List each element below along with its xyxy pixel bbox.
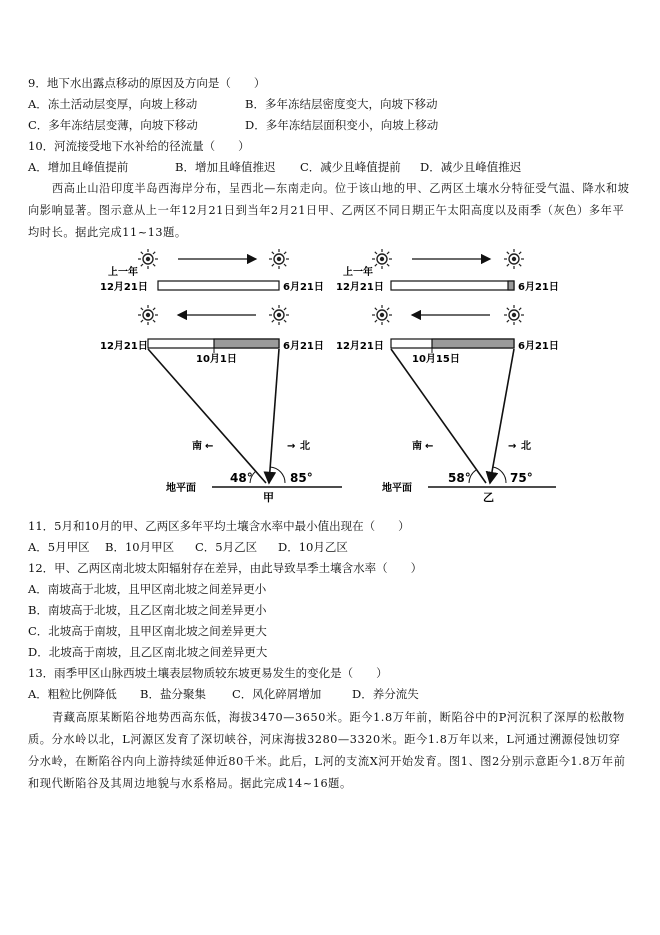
sun-ray-south — [148, 349, 266, 483]
q11-stem: 11．5月和10月的甲、乙两区多年平均土壤含水率中最小值出现在（ ） — [28, 519, 410, 533]
panel-right — [336, 249, 559, 504]
label-dec21-bottom: 12月21日 — [336, 341, 384, 352]
label-jun21-top: 6月21日 — [283, 282, 324, 293]
sun-icon — [138, 249, 158, 269]
q9-option-b[interactable]: B．多年冻结层密度变大，向坡下移动 — [245, 97, 438, 111]
sun-icon — [372, 249, 392, 269]
sun-icon — [504, 305, 524, 325]
angle-north: 85° — [290, 471, 313, 485]
q13-option-c[interactable]: C．风化碎屑增加 — [232, 687, 322, 701]
label-south: 南 — [412, 441, 422, 452]
label-site: 乙 — [483, 491, 494, 504]
label-jun21-top: 6月21日 — [518, 282, 559, 293]
label-south: 南 — [192, 441, 202, 452]
q12-option-c[interactable]: C．北坡高于南坡，且甲区南北坡之间差异更大 — [28, 624, 267, 638]
label-date-mark: 10月15日 — [412, 354, 460, 365]
q11-option-c[interactable]: C．5月乙区 — [195, 540, 258, 554]
sun-ray-north — [269, 349, 279, 483]
q13-option-b[interactable]: B．盐分聚集 — [140, 687, 206, 701]
q10-option-b[interactable]: B．增加且峰值推迟 — [175, 160, 276, 174]
sun-icon — [269, 305, 289, 325]
q12-option-d[interactable]: D．北坡高于南坡，且乙区南北坡之间差异更大 — [28, 645, 268, 659]
angle-north: 75° — [510, 471, 533, 485]
q9-option-d[interactable]: D．多年冻结层面积变小，向坡上移动 — [245, 118, 439, 132]
label-jun21-bottom: 6月21日 — [518, 341, 559, 352]
q13-stem: 13．雨季甲区山脉西坡土壤表层物质较东坡更易发生的变化是（ ） — [28, 666, 388, 680]
q10-option-c[interactable]: C．减少且峰值提前 — [300, 160, 401, 174]
label-date-mark: 10月1日 — [196, 354, 237, 365]
q13-option-d[interactable]: D．养分流失 — [352, 687, 419, 701]
q11-option-d[interactable]: D．10月乙区 — [278, 540, 348, 554]
rainy-season-bar — [508, 281, 514, 290]
label-prev-year: 上一年 — [343, 267, 373, 278]
q9-stem: 9．地下水出露点移动的原因及方向是（ ） — [28, 76, 266, 90]
label-dec21-top: 12月21日 — [336, 282, 384, 293]
bar-prev-year — [391, 281, 514, 290]
q10-option-a[interactable]: A．增加且峰值提前 — [28, 160, 129, 174]
intro-paragraph-14-16: 青藏高原某断陷谷地势西高东低，海拔3470—3650米。距今1.8万年前，断陷谷中的P河沉积了深厚的松散物质。分水岭以北，L河源区发育了深切峡谷，河床海拔3280—3320米。距今1.8万年以来，L河通过溯源侵蚀切穿分水岭，在断陷谷内向上游持续延伸近80千米。此后，L河的支流X河开始发育。图1、图2分别示意距今1.8万年前和现代断陷谷及其周边地貌与水系格局。据此完成14~16题。 — [28, 711, 626, 790]
q13-option-a[interactable]: A．粗粒比例降低 — [28, 687, 117, 701]
south-arrow: ← — [425, 441, 434, 452]
label-north: 北 — [521, 441, 531, 452]
rainy-season-bar — [432, 339, 514, 348]
south-arrow: ← — [205, 441, 214, 452]
sun-ray-north — [490, 349, 517, 483]
q12-option-b[interactable]: B．南坡高于北坡，且乙区南北坡之间差异更小 — [28, 603, 267, 617]
north-arrow: → — [508, 441, 517, 452]
north-arrow: → — [287, 441, 296, 452]
sun-ray-south — [391, 349, 486, 483]
angle-south: 58° — [448, 471, 471, 485]
sun-icon — [504, 249, 524, 269]
q10-stem: 10．河流接受地下水补给的径流量（ ） — [28, 139, 250, 153]
q12-option-a[interactable]: A．南坡高于北坡，且甲区南北坡之间差异更小 — [28, 582, 267, 596]
label-prev-year: 上一年 — [108, 267, 138, 278]
q11-option-b[interactable]: B．10月甲区 — [105, 540, 175, 554]
q9-option-c[interactable]: C．多年冻结层变薄，向坡下移动 — [28, 118, 198, 132]
panel-left — [100, 249, 342, 504]
q9-option-a[interactable]: A．冻土活动层变厚，向坡上移动 — [28, 97, 198, 111]
intro-paragraph-11-13: 西高止山沿印度半岛西海岸分布，呈西北—东南走向。位于该山地的甲、乙两区土壤水分特征受气温、降水和坡向影响显著。图示意从上一年12月21日到当年2月21日甲、乙两区不同日期正午太阳高度以及雨季（灰色）多年平均时长。据此完成11~13题。 — [28, 182, 630, 239]
sun-icon — [372, 305, 392, 325]
sun-icon — [269, 249, 289, 269]
q10-option-d[interactable]: D．减少且峰值推迟 — [420, 160, 522, 174]
sun-altitude-figure — [0, 245, 660, 505]
sun-icon — [138, 305, 158, 325]
label-north: 北 — [300, 441, 310, 452]
label-ground: 地平面 — [382, 483, 412, 494]
angle-south: 48° — [230, 471, 253, 485]
bar-prev-year — [158, 281, 279, 290]
label-jun21-bottom: 6月21日 — [283, 341, 324, 352]
rainy-season-bar — [214, 339, 279, 348]
label-dec21-bottom: 12月21日 — [100, 341, 148, 352]
label-ground: 地平面 — [166, 483, 196, 494]
label-dec21-top: 12月21日 — [100, 282, 148, 293]
q11-option-a[interactable]: A．5月甲区 — [28, 540, 90, 554]
label-site: 甲 — [263, 491, 274, 504]
q12-stem: 12．甲、乙两区南北坡太阳辐射存在差异，由此导致旱季土壤含水率（ ） — [28, 561, 423, 575]
